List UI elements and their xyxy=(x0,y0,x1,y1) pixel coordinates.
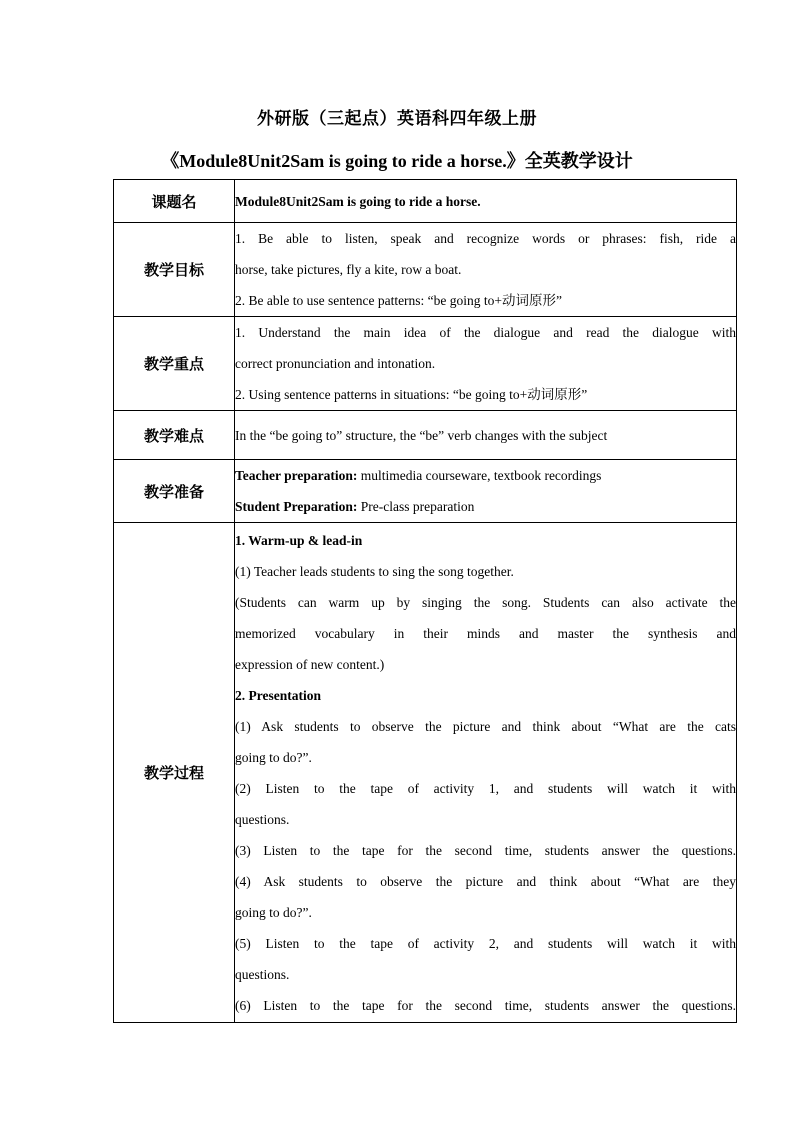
key-points-line: 1. Understand the main idea of the dialogue and read the dialogue with xyxy=(235,325,736,340)
preparation-label: 教学准备 xyxy=(114,460,235,523)
key-points-line: correct pronunciation and intonation. xyxy=(235,356,436,371)
lesson-plan-table xyxy=(113,179,737,1023)
process-line: questions. xyxy=(235,812,290,827)
process-line: (Students can warm up by singing the song. Students can also activate the xyxy=(235,595,736,610)
objectives-label: 教学目标 xyxy=(114,223,235,317)
table-row-key-points xyxy=(114,317,737,411)
process-line: expression of new content.) xyxy=(235,657,385,672)
process-line: (3) Listen to the tape for the second time, students answer the questions. xyxy=(235,843,736,858)
student-preparation-label: Student Preparation: xyxy=(235,499,358,514)
process-line: going to do?”. xyxy=(235,905,312,920)
process-line: questions. xyxy=(235,967,290,982)
document-title: 外研版（三起点）英语科四年级上册 xyxy=(257,109,537,128)
process-content xyxy=(235,523,737,1023)
objectives-line: horse, take pictures, fly a kite, row a boat. xyxy=(235,262,462,277)
process-line: memorized vocabulary in their minds and master the synthesis and xyxy=(235,626,736,641)
process-line: going to do?”. xyxy=(235,750,312,765)
process-section-heading: 1. Warm-up & lead-in xyxy=(235,533,363,548)
preparation-content xyxy=(235,460,737,523)
key-points-label: 教学重点 xyxy=(114,317,235,411)
topic-label: 课题名 xyxy=(114,180,235,223)
difficulties-value: In the “be going to” structure, the “be” verb changes with the subject xyxy=(235,411,737,460)
process-section-heading: 2. Presentation xyxy=(235,688,321,703)
process-line: (2) Listen to the tape of activity 1, and students will watch it with xyxy=(235,781,736,796)
process-line: (5) Listen to the tape of activity 2, and students will watch it with xyxy=(235,936,736,951)
teacher-preparation xyxy=(235,460,736,491)
process-label: 教学过程 xyxy=(114,523,235,1023)
document-subtitle: 《Module8Unit2Sam is going to ride a horse.》全英教学设计 xyxy=(161,151,633,171)
difficulties-label: 教学难点 xyxy=(114,411,235,460)
teacher-preparation-label: Teacher preparation: xyxy=(235,468,358,483)
table-row-objectives xyxy=(114,223,737,317)
objectives-line: 1. Be able to listen, speak and recognize words or phrases: fish, ride a xyxy=(235,231,736,246)
process-line: (1) Ask students to observe the picture and think about “What are the cats xyxy=(235,719,736,734)
key-points-line: 2. Using sentence patterns in situations: “be going to+动词原形” xyxy=(235,387,588,402)
table-row-process xyxy=(114,523,737,1023)
teacher-preparation-value: multimedia courseware, textbook recordings xyxy=(360,468,602,483)
student-preparation xyxy=(235,491,736,522)
process-line: (6) Listen to the tape for the second time, students answer the questions. xyxy=(235,998,736,1013)
process-line: (4) Ask students to observe the picture and think about “What are they xyxy=(235,874,736,889)
table-row-preparation xyxy=(114,460,737,523)
key-points-content xyxy=(235,317,737,411)
table-row-difficulties xyxy=(114,411,737,460)
objectives-content xyxy=(235,223,737,317)
table-row-topic xyxy=(114,180,737,223)
process-line: (1) Teacher leads students to sing the song together. xyxy=(235,564,514,579)
topic-value: Module8Unit2Sam is going to ride a horse. xyxy=(235,180,737,223)
student-preparation-value: Pre-class preparation xyxy=(360,499,475,514)
objectives-line: 2. Be able to use sentence patterns: “be going to+动词原形” xyxy=(235,293,563,308)
